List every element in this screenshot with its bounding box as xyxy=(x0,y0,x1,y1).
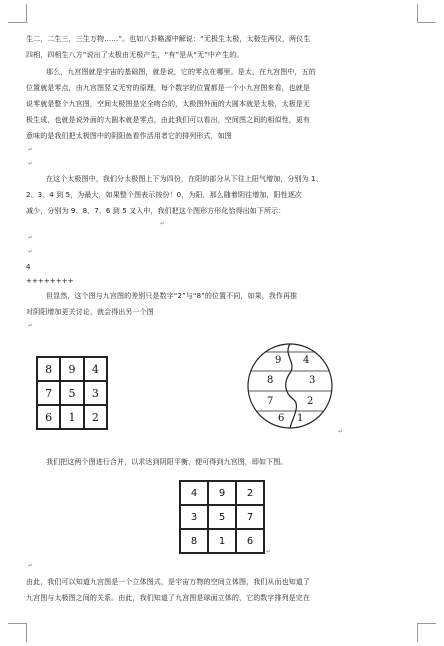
outer-circle xyxy=(248,344,332,428)
text-line: 对阴阳增加更关讨论，就会得出另一个图 xyxy=(26,308,154,316)
square-cell: 1 xyxy=(60,405,83,429)
square-cell: 8 xyxy=(37,357,60,381)
square-cell: 2 xyxy=(84,405,107,429)
square-cell: 5 xyxy=(60,381,83,405)
square-cell: 7 xyxy=(236,505,264,529)
text-line: 减少，分别为 9、8、7、6 到 5 又入中，我们把这个图形方形化恰得出如下所示： xyxy=(26,207,286,215)
square-cell: 7 xyxy=(37,381,60,405)
text-line: 极生成，也就是说外面的大圆本就是零点，由此我们可以看出，空间图之间的相似性，更有 xyxy=(26,116,310,124)
paragraph-mark: ↵ xyxy=(28,322,34,329)
circle-number: 8 xyxy=(267,375,274,386)
text-line: 在这个太极图中，我们分太极图上下为四份，在阳的部分从下往上阳气增加，分别为 1、 xyxy=(46,175,323,183)
paragraph-mark: ↵ xyxy=(28,562,34,569)
text-line: 2、3、4 到 5，为最大，如果整个图表示按份！0，为阳，那么随着阴往增加，阳性逐次 xyxy=(26,191,302,199)
square-cell: 2 xyxy=(236,481,264,505)
paragraph-mark: ↵ xyxy=(266,548,272,555)
square-cell: 4 xyxy=(180,481,208,505)
crop-mark-top-right xyxy=(417,4,436,23)
square-cell: 6 xyxy=(37,405,60,429)
paragraph-mark: ↵ xyxy=(28,160,34,167)
text-line: 但显然，这个图与九宫图的差别只是数字“2”与“8”的位置不同，如果，我作再推 xyxy=(46,292,298,300)
square-cell: 1 xyxy=(208,529,236,553)
crop-mark-top-left xyxy=(8,4,27,23)
text-line: 位置就是零点，由九宫图竖又无穷的原理，每个数字的位置都是一个小九宫图来看，也就是 xyxy=(26,84,310,92)
digit-line: 4 xyxy=(26,263,31,271)
text-line: 说零就是整个九宫图，空间太极图是完全吻合的，太极图外面的大圆本就是太极，太极是无 xyxy=(26,100,310,108)
text-line: 意味的是我们把太极图中的阴阳鱼看作活用者它的排列形式，如图 xyxy=(26,132,232,140)
square-cell: 4 xyxy=(84,357,107,381)
magic-square-left xyxy=(36,356,108,430)
circle-number: 1 xyxy=(297,413,304,424)
square-cell: 8 xyxy=(180,529,208,553)
paragraph-mark: ↵ xyxy=(28,234,34,241)
text-line: 九宫图与太极图之间的关系。由此，我们知道了九宫图是球面立体的，它的数字排列是完在 xyxy=(26,594,310,602)
s-curve xyxy=(286,344,297,428)
text-line: 生二，二生三，三生万物……”。也如八卦略源中解说：“无极生太极，太极生两仪，两仪生 xyxy=(26,35,311,43)
text-line: 由此，我们可以知道九宫图是一个立体图式，是宇宙万物的空间立体图，我们从而也知道了 xyxy=(26,578,310,586)
taiji-circle-figure xyxy=(245,341,335,431)
circle-number: 2 xyxy=(307,396,314,407)
paragraph-mark: ↵ xyxy=(338,428,344,435)
plus-row: ++++++++ xyxy=(26,277,74,285)
crop-mark-bottom-right xyxy=(417,623,436,642)
crop-mark-bottom-left xyxy=(8,623,27,642)
paragraph-mark: ↵ xyxy=(28,146,34,153)
square-cell: 6 xyxy=(236,529,264,553)
text-line: 我们把这两个图进行合并，以求达到阴阳平衡，便可得到九宫图，即如下图。 xyxy=(46,458,288,466)
square-cell: 9 xyxy=(60,357,83,381)
paragraph-mark: ↵ xyxy=(160,220,166,227)
magic-square-bottom xyxy=(179,480,265,554)
circle-number: 3 xyxy=(309,375,316,386)
square-cell: 5 xyxy=(208,505,236,529)
circle-number: 4 xyxy=(303,355,310,366)
circle-number: 7 xyxy=(267,396,274,407)
square-cell: 3 xyxy=(84,381,107,405)
square-cell: 3 xyxy=(180,505,208,529)
square-cell: 9 xyxy=(208,481,236,505)
paragraph-mark: ↵ xyxy=(28,248,34,255)
text-line: 那么，九宫图就是宇宙的基础图，就是说，它的零点在哪里。是太，在九宫图中，五的 xyxy=(46,68,316,76)
text-line: 四相，四相生八方”说出了太极由无极产生，“有”是从“无”中产生的。 xyxy=(26,51,244,59)
circle-number: 9 xyxy=(275,355,282,366)
circle-number: 6 xyxy=(278,413,285,424)
